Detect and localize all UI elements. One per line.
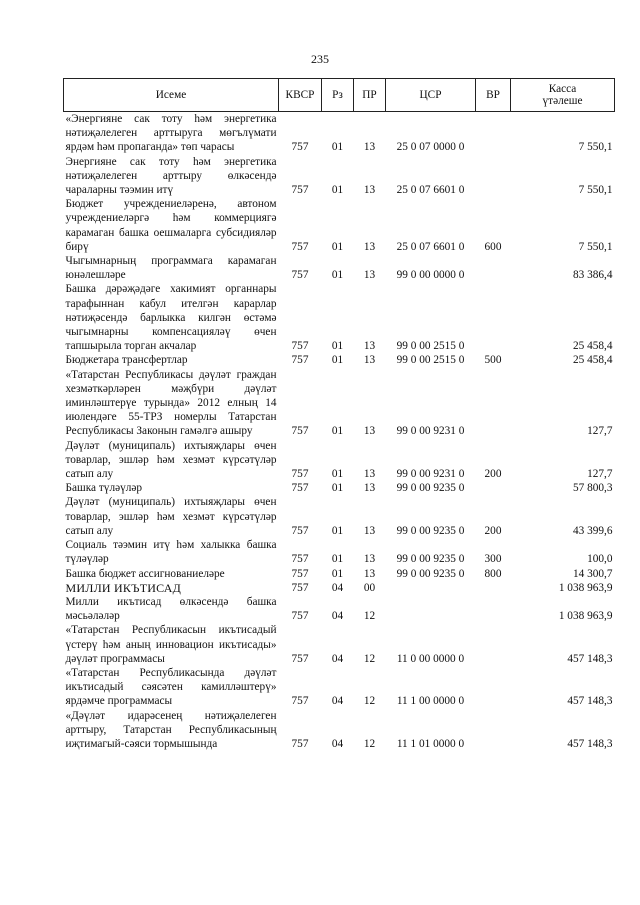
row-name: Чыгымнарның программага карамаган юнәлешләре — [65, 255, 277, 282]
col-header-name: Исеме — [64, 79, 279, 112]
table-row — [64, 538, 615, 566]
col-header-amount-line1: Касса — [548, 83, 577, 95]
row-name: «Татарстан Республикасы дәүләт граждан хезмәткәрләрен мәҗбүри дәүләт иминләштерүе турында» 2012 елның 14 июлендәге 55-ТРЗ номерлы Татарстан Республикасы Законын гамәлгә ашыру — [65, 368, 277, 438]
table-row — [64, 254, 615, 282]
row-rz: 01 — [331, 553, 344, 566]
row-kvsr: 757 — [291, 240, 309, 253]
row-kvsr: 757 — [291, 737, 309, 750]
row-csr: 11 1 00 0000 0 — [396, 695, 465, 708]
row-name: Бюджет учреждениеләренә, автоном учреждениеләргә һәм коммерциягә карамаган башка оешмаларга субсидияләр бирү — [65, 198, 277, 253]
table-row — [64, 197, 615, 254]
row-kvsr: 757 — [291, 610, 309, 623]
row-rz: 01 — [331, 524, 344, 537]
budget-table — [63, 78, 615, 751]
row-name: МИЛЛИ ИКЪТИСАД — [65, 580, 181, 595]
row-rz: 01 — [331, 567, 344, 580]
row-vr — [476, 282, 511, 353]
row-pr: 13 — [363, 553, 376, 566]
row-rz: 01 — [331, 340, 344, 353]
row-kvsr: 757 — [291, 482, 309, 495]
table-header-row — [64, 79, 615, 112]
row-amount: 457 148,3 — [567, 695, 613, 708]
row-kvsr: 757 — [291, 524, 309, 537]
table-row — [64, 623, 615, 666]
col-header-kvsr: КВСР — [279, 79, 322, 112]
col-header-csr: ЦСР — [386, 79, 476, 112]
row-vr — [476, 155, 511, 198]
row-csr — [386, 581, 476, 595]
row-csr: 99 0 00 9235 0 — [396, 482, 465, 495]
row-csr: 11 0 00 0000 0 — [396, 652, 465, 665]
row-name: «Татарстан Республикасын икътисадый үстерү һәм аның инновацион икътисады» дәүләт программасы — [65, 624, 277, 665]
row-csr: 25 0 07 6601 0 — [396, 184, 465, 197]
row-name: «Дәүләт идарәсенең нәтиҗәлелеген арттыру, Татарстан Республикасының иҗтимагый-сәяси тормышында — [65, 709, 277, 750]
table-row — [64, 481, 615, 495]
row-name: Бюджетара трансфертлар — [65, 354, 188, 367]
row-name: Башка бюджет ассигнованиеләре — [65, 567, 225, 580]
row-amount: 457 148,3 — [567, 652, 613, 665]
col-header-amount — [511, 79, 615, 112]
row-pr: 12 — [363, 610, 376, 623]
row-vr: 200 — [484, 524, 502, 537]
row-rz: 04 — [331, 737, 344, 750]
row-pr: 13 — [363, 340, 376, 353]
table-row — [64, 368, 615, 439]
row-amount: 25 458,4 — [572, 354, 613, 367]
table-row — [64, 666, 615, 709]
col-header-amount-line2: үтәлеше — [542, 95, 583, 107]
table-row — [64, 595, 615, 623]
row-rz: 04 — [331, 610, 344, 623]
row-amount: 57 800,3 — [572, 482, 613, 495]
row-kvsr: 757 — [291, 581, 309, 594]
col-header-pr: ПР — [354, 79, 386, 112]
row-amount: 127,7 — [587, 425, 613, 438]
row-kvsr: 757 — [291, 141, 309, 154]
row-csr: 99 0 00 9235 0 — [396, 553, 465, 566]
row-vr: 300 — [484, 553, 502, 566]
row-kvsr: 757 — [291, 567, 309, 580]
row-csr: 11 1 01 0000 0 — [396, 737, 465, 750]
row-name: Социаль тәэмин итү һәм халыкка башка түләүләр — [65, 539, 277, 566]
table-row — [64, 282, 615, 353]
row-amount: 43 399,6 — [572, 524, 613, 537]
row-pr: 13 — [363, 524, 376, 537]
row-rz: 01 — [331, 141, 344, 154]
row-kvsr: 757 — [291, 652, 309, 665]
row-vr — [476, 368, 511, 439]
row-pr: 13 — [363, 269, 376, 282]
row-amount: 14 300,7 — [572, 567, 613, 580]
row-pr: 12 — [363, 652, 376, 665]
row-kvsr: 757 — [291, 695, 309, 708]
row-rz: 01 — [331, 354, 344, 367]
row-vr — [476, 254, 511, 282]
row-pr: 12 — [363, 737, 376, 750]
row-kvsr: 757 — [291, 553, 309, 566]
row-pr: 13 — [363, 482, 376, 495]
row-kvsr: 757 — [291, 425, 309, 438]
row-csr: 99 0 00 9231 0 — [396, 468, 465, 481]
row-rz: 04 — [331, 695, 344, 708]
row-pr: 13 — [363, 240, 376, 253]
table-row — [64, 567, 615, 581]
row-amount: 457 148,3 — [567, 737, 613, 750]
row-name: Энергияне сак тоту һәм энергетика нәтиҗәлелеген арттыру өлкәсендә чараларны тәэмин итү — [65, 155, 277, 197]
row-rz: 04 — [331, 652, 344, 665]
row-name: Дәүләт (муниципаль) ихтыяҗлары өчен товарлар, эшләр һәм хезмәт күрсәтүләр сатып алу — [65, 439, 277, 481]
row-amount: 83 386,4 — [572, 269, 613, 282]
row-csr: 99 0 00 9235 0 — [396, 567, 465, 580]
row-rz: 04 — [331, 581, 344, 594]
row-rz: 01 — [331, 468, 344, 481]
row-rz: 01 — [331, 482, 344, 495]
row-amount: 1 038 963,9 — [558, 610, 613, 623]
table-row — [64, 155, 615, 198]
row-amount: 7 550,1 — [578, 240, 613, 253]
row-name: Дәүләт (муниципаль) ихтыяҗлары өчен товарлар, эшләр һәм хезмәт күрсәтүләр сатып алу — [65, 496, 277, 537]
row-csr: 99 0 00 2515 0 — [396, 340, 465, 353]
row-vr — [476, 709, 511, 752]
row-csr: 99 0 00 0000 0 — [396, 269, 465, 282]
row-kvsr: 757 — [291, 468, 309, 481]
row-name: Милли икътисад өлкәсендә башка мәсьәләләр — [65, 595, 277, 623]
row-kvsr: 757 — [291, 354, 309, 367]
row-vr — [476, 623, 511, 666]
row-kvsr: 757 — [291, 269, 309, 282]
row-csr: 99 0 00 2515 0 — [396, 354, 465, 367]
row-amount: 25 458,4 — [572, 340, 613, 353]
row-rz: 01 — [331, 425, 344, 438]
row-csr: 99 0 00 9235 0 — [396, 524, 465, 537]
table-row — [64, 439, 615, 482]
table-body — [64, 112, 615, 752]
row-pr: 13 — [363, 354, 376, 367]
table-row — [64, 581, 615, 595]
row-csr — [386, 595, 476, 623]
row-vr — [476, 666, 511, 709]
row-vr — [476, 112, 511, 155]
table-row — [64, 495, 615, 538]
table-row — [64, 709, 615, 752]
row-pr: 12 — [363, 695, 376, 708]
row-name: «Татарстан Республикасында дәүләт икътисадый сәясәтен камилләштерү» ярдәмче программасы — [65, 666, 277, 708]
row-amount: 1 038 963,9 — [558, 581, 613, 594]
row-csr: 25 0 07 6601 0 — [396, 240, 465, 253]
row-amount: 7 550,1 — [578, 141, 613, 154]
row-pr: 13 — [363, 425, 376, 438]
row-pr: 13 — [363, 141, 376, 154]
row-vr — [476, 581, 511, 595]
row-pr: 13 — [363, 567, 376, 580]
col-header-vr: ВР — [476, 79, 511, 112]
row-vr: 600 — [484, 240, 502, 253]
row-pr: 00 — [363, 581, 376, 594]
row-amount: 100,0 — [587, 553, 613, 566]
table-row — [64, 112, 615, 155]
col-header-rz: Рз — [322, 79, 354, 112]
row-rz: 01 — [331, 240, 344, 253]
table-row — [64, 353, 615, 367]
row-csr: 99 0 00 9231 0 — [396, 425, 465, 438]
row-vr — [476, 595, 511, 623]
row-csr: 25 0 07 0000 0 — [396, 141, 465, 154]
row-amount: 7 550,1 — [578, 184, 613, 197]
row-name: Башка дәрәҗәдәге хакимият органнары тарафыннан кабул ителгән карарлар нәтиҗәсендә барлыкка килгән өстәмә чыгымнарны компенсацияләү өчен тапшырыла торган акчалар — [65, 283, 277, 353]
row-rz: 01 — [331, 184, 344, 197]
row-vr: 500 — [484, 354, 502, 367]
row-vr — [476, 481, 511, 495]
row-kvsr: 757 — [291, 184, 309, 197]
page-number: 235 — [311, 52, 329, 66]
row-pr: 13 — [363, 468, 376, 481]
row-amount: 127,7 — [587, 468, 613, 481]
row-vr: 800 — [484, 567, 502, 580]
row-vr: 200 — [484, 468, 502, 481]
row-pr: 13 — [363, 184, 376, 197]
row-name: «Энергияне сак тоту һәм энергетика нәтиҗәлелеген арттыруга мөгълүмати ярдәм һәм пропаганда» төп чарасы — [65, 113, 277, 154]
row-name: Башка түләүләр — [65, 482, 143, 495]
row-rz: 01 — [331, 269, 344, 282]
row-kvsr: 757 — [291, 340, 309, 353]
